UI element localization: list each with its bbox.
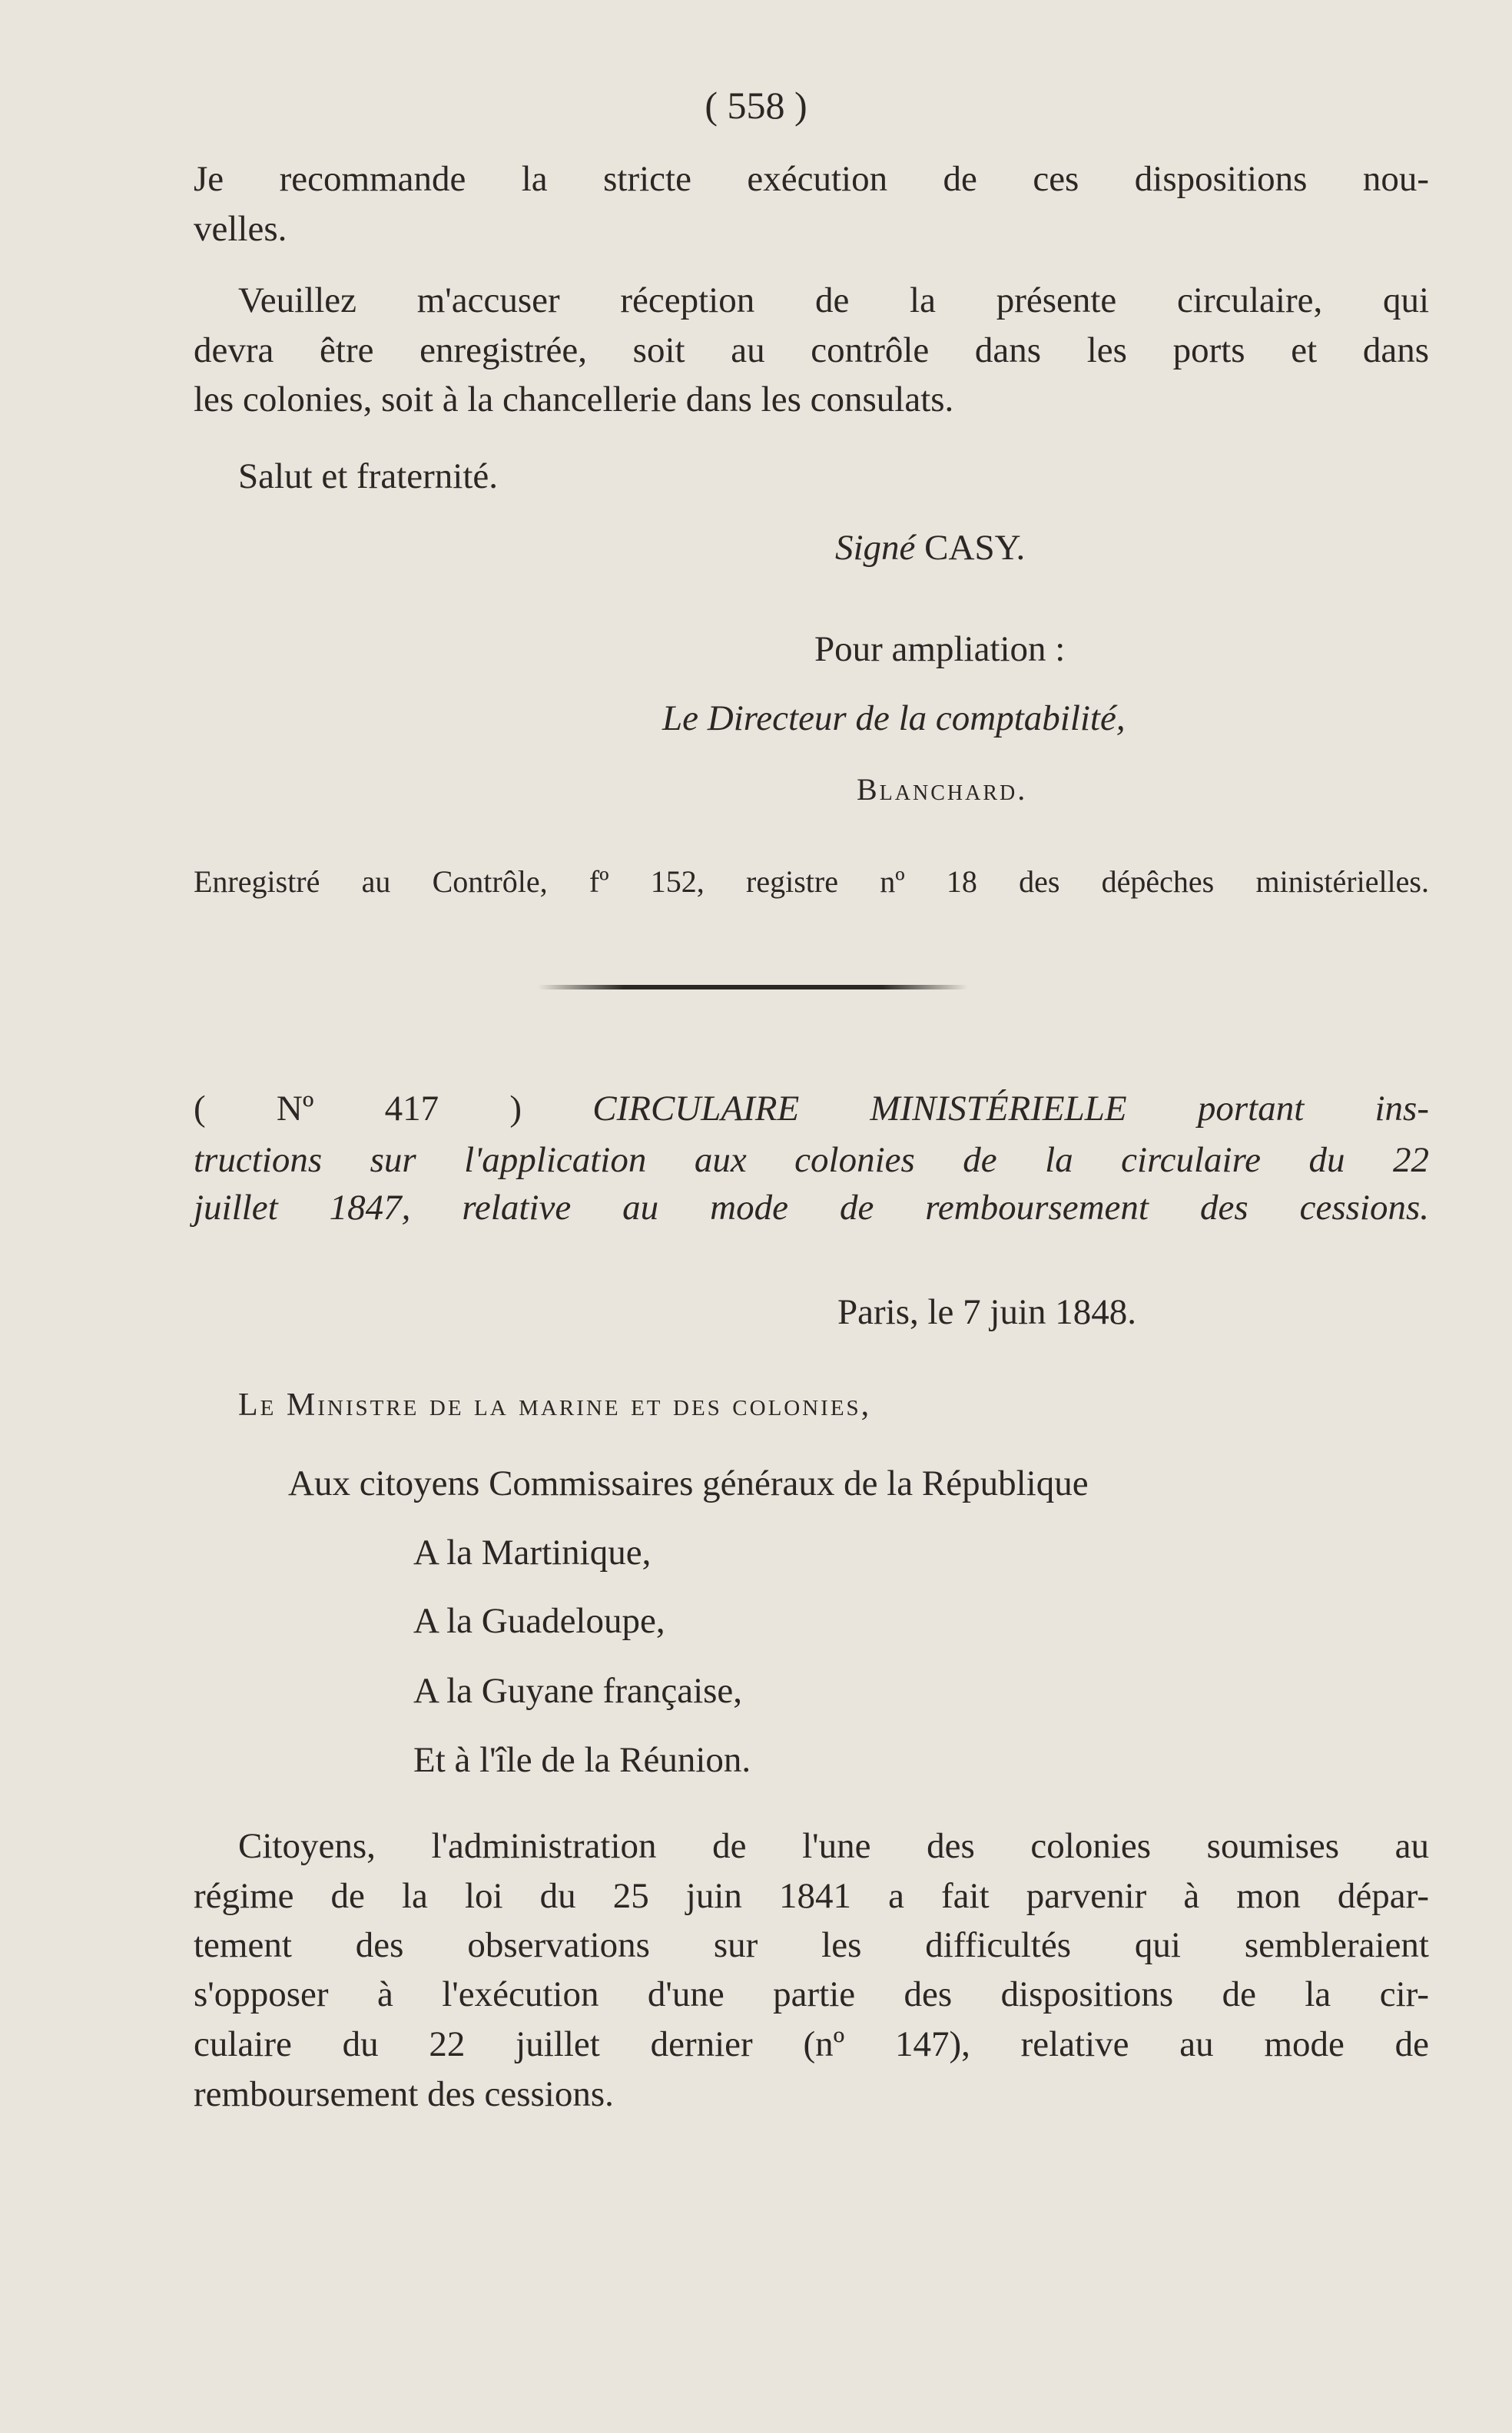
ministre-line: Le Ministre de la marine et des colonies, <box>238 1387 872 1423</box>
addressee-line: Aux citoyens Commissaires généraux de la République <box>288 1463 1089 1503</box>
text-line: tement des observations sur les difficultés qui sembleraient <box>194 1925 1429 1965</box>
circular-heading-line: tructions sur l'application aux colonies de la circulaire du 22 <box>194 1140 1429 1180</box>
text-line: Veuillez m'accuser réception de la présente circulaire, qui <box>238 280 1429 320</box>
text-line: devra être enregistrée, soit au contrôle dans les ports et dans <box>194 330 1429 370</box>
text-line: remboursement des cessions. <box>194 2074 614 2114</box>
text-line: les colonies, soit à la chancellerie dans les consulats. <box>194 380 954 419</box>
place-date: Paris, le 7 juin 1848. <box>837 1292 1137 1332</box>
circular-heading-line <box>194 1091 1429 1127</box>
circular-title: CIRCULAIRE MINISTÉRIELLE portant ins- <box>592 1089 1429 1129</box>
signature-line <box>835 530 1025 566</box>
text-line: culaire du 22 juillet dernier (nº 147), relative au mode de <box>194 2024 1429 2064</box>
directeur-line: Le Directeur de la comptabilité, <box>662 698 1126 738</box>
ampliation-line: Pour ampliation : <box>814 629 1066 669</box>
addressee-guyane: A la Guyane française, <box>413 1671 743 1711</box>
circular-heading-line: juillet 1847, relative au mode de remboursement des cessions. <box>194 1188 1429 1228</box>
text-line: Citoyens, l'administration de l'une des colonies soumises au <box>238 1826 1429 1866</box>
salutation: Salut et fraternité. <box>238 456 498 496</box>
page-number: ( 558 ) <box>705 84 807 127</box>
circular-number: ( Nº 417 ) <box>194 1089 593 1129</box>
addressee-martinique: A la Martinique, <box>413 1533 652 1573</box>
text-line: Je recommande la stricte exécution de ces dispositions nou- <box>194 159 1429 199</box>
addressee-reunion: Et à l'île de la Réunion. <box>413 1740 751 1780</box>
text-line: velles. <box>194 209 287 249</box>
signe-label: Signé <box>835 528 916 568</box>
signatory-name: CASY. <box>915 528 1026 568</box>
registration-note: Enregistré au Contrôle, fº 152, registre nº 18 des dépêches ministérielles. <box>194 864 1429 899</box>
text-line: régime de la loi du 25 juin 1841 a fait parvenir à mon dépar- <box>194 1876 1429 1916</box>
text-line: s'opposer à l'exécution d'une partie des dispositions de la cir- <box>194 1974 1429 2014</box>
section-divider <box>538 985 968 989</box>
addressee-guadeloupe: A la Guadeloupe, <box>413 1601 665 1641</box>
blanchard-name: Blanchard. <box>857 772 1028 807</box>
